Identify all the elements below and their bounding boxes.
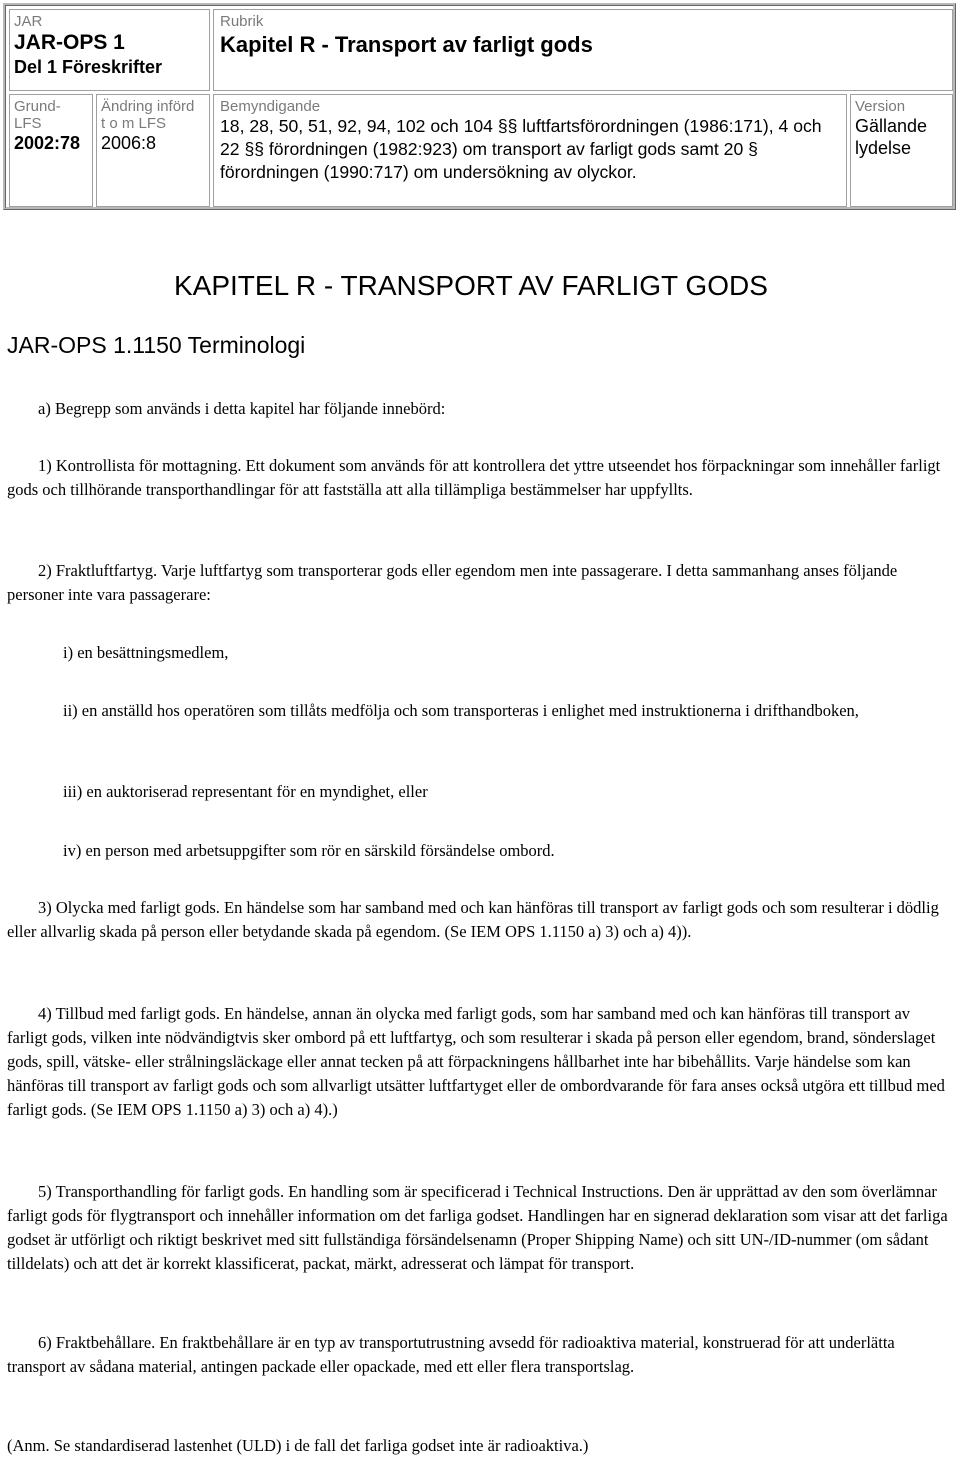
- grund-label-1: Grund-: [14, 98, 61, 115]
- paragraph-6: 6) Fraktbehållare. En fraktbehållare är en typ av transportutrustning avsedd för radioaktiva material, konstruerad för att underlätta transport av sådana material, antingen packade eller opackade, med ett eller flera transportslag.: [7, 1333, 895, 1376]
- andring-value: 2006:8: [101, 133, 157, 153]
- rubrik-value: Kapitel R - Transport av farligt gods: [220, 32, 593, 57]
- rubrik-cell: [213, 9, 953, 91]
- paragraph-2-iii: iii) en auktoriserad representant för en myndighet, eller: [63, 782, 428, 801]
- section-title: KAPITEL R - TRANSPORT AV FARLIGT GODS: [174, 270, 768, 301]
- bemyndigande-cell: [213, 94, 847, 207]
- bemyndigande-value: 18, 28, 50, 51, 92, 94, 102 och 104 §§ luftfartsförordningen (1986:171), 4 och 22 §§ förordningen (1982:923) om transport av farligt gods samt 20 § förordningen (1990:717) om undersökning av olyckor.: [220, 116, 822, 183]
- paragraph-intro: a) Begrepp som används i detta kapitel har följande innebörd:: [38, 399, 446, 418]
- paragraph-2-i: i) en besättningsmedlem,: [63, 643, 229, 662]
- paragraph-2-ii: ii) en anställd hos operatören som tillåts medfölja och som transporteras i enlighet med instruktionerna i drifthandboken,: [63, 701, 859, 720]
- paragraph-5: 5) Transporthandling för farligt gods. En handling som är specificerad i Technical Instructions. Den är upprättad av den som överlämnar farligt gods för flygtransport och innehåller information om det farliga godset. Handlingen har en signerad deklaration som visar att det farliga godset är utförligt och riktigt beskrivet med sitt fullständiga försändelsenamn (Proper Shipping Name) och sitt UN-/ID-nummer (om sådant tilldelats) och att det är korrekt klassificerat, packat, märkt, adresserat och lämpat för transport.: [7, 1182, 948, 1273]
- rubrik-label: Rubrik: [220, 13, 264, 30]
- andring-label-1: Ändring införd: [101, 98, 195, 115]
- grund-value: 2002:78: [14, 133, 81, 153]
- paragraph-2: 2) Fraktluftfartyg. Varje luftfartyg som transporterar gods eller egendom men inte passagerare. I detta sammanhang anses följande personer inte vara passagerare:: [7, 561, 898, 604]
- grund-label-2: LFS: [14, 115, 42, 132]
- jar-label: JAR: [14, 13, 43, 30]
- andring-label-2: t o m LFS: [101, 115, 167, 132]
- version-cell: [850, 94, 953, 207]
- paragraph-3: 3) Olycka med farligt gods. En händelse som har samband med och kan hänföras till transport av farligt gods och som resulterar i dödlig eller allvarlig skada på person eller betydande skada på egendom. (Se IEM OPS 1.1150 a) 3) och a) 4)).: [7, 898, 939, 941]
- paragraph-2-iv: iv) en person med arbetsuppgifter som rör en särskild försändelse ombord.: [63, 841, 555, 860]
- paragraph-1: 1) Kontrollista för mottagning. Ett dokument som används för att kontrollera det yttre utseendet hos förpackningar som innehåller farligt gods och tillhörande transporthandlingar för att fastställa att alla tillämpliga bestämmelser har uppfyllts.: [7, 456, 941, 499]
- paragraph-note: (Anm. Se standardiserad lastenhet (ULD) i de fall det farliga godset inte är radioaktiva.): [7, 1436, 589, 1455]
- paragraph-4: 4) Tillbud med farligt gods. En händelse, annan än olycka med farligt gods, som har samband med och kan hänföras till transport av farligt gods, vilken inte nödvändigtvis sker ombord på ett luftfartyg, och som resulterar i skada på person eller egendom, brand, sönderslaget gods, spill, vätske- eller strålningsläckage eller annat tecken på att förpackningens hållbarhet inte har bibehållits. Varje händelse som kan hänföras till transport av farligt gods och som allvarligt utsätter luftfartyget eller de ombordvarande för fara anses också utgöra ett tillbud med farligt gods. (Se IEM OPS 1.1150 a) 3) och a) 4).): [7, 1004, 945, 1119]
- subsection-title: JAR-OPS 1.1150 Terminologi: [7, 332, 306, 358]
- andring-cell: [96, 94, 210, 207]
- jar-cell: [9, 9, 210, 91]
- jar-title: JAR-OPS 1: [14, 31, 125, 54]
- document-header-table: [3, 3, 956, 210]
- grund-lfs-cell: [9, 94, 93, 207]
- jar-subtitle: Del 1 Föreskrifter: [14, 57, 163, 77]
- version-value: Gällande lydelse: [855, 116, 928, 158]
- bemyndigande-label: Bemyndigande: [220, 98, 321, 115]
- version-label: Version: [855, 98, 906, 115]
